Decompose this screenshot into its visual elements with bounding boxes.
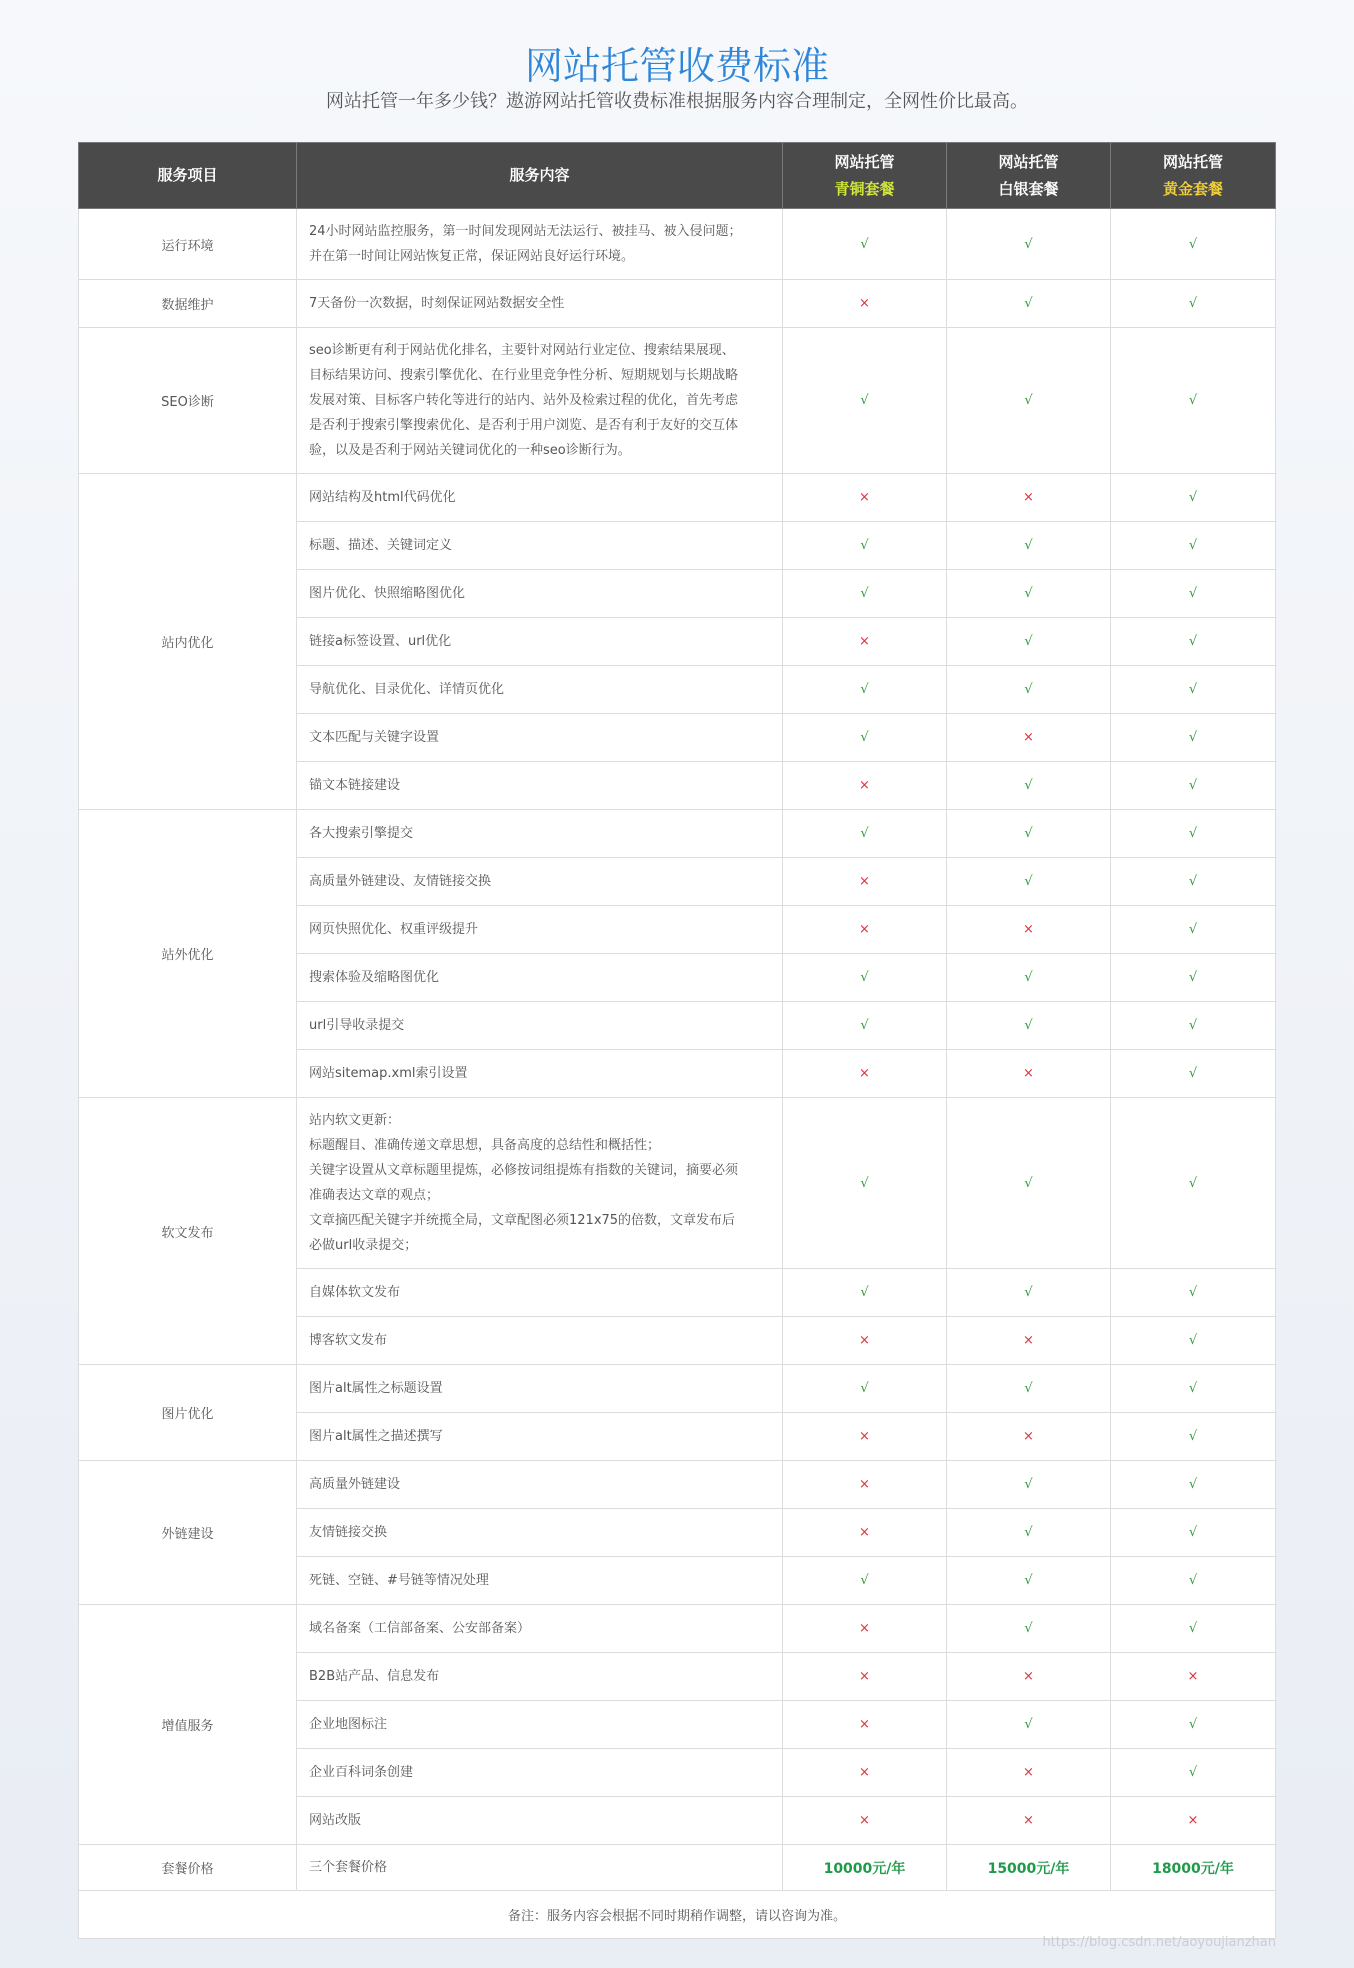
category-cell: 增值服务 — [79, 1605, 297, 1845]
cross-icon: × — [783, 280, 947, 328]
service-content-line: 7天备份一次数据，时刻保证网站数据安全性 — [309, 296, 565, 311]
service-content-line: 导航优化、目录优化、详情页优化 — [309, 682, 505, 697]
cross-icon: × — [783, 1461, 947, 1509]
service-content-line: 企业地图标注 — [309, 1717, 388, 1732]
table-row — [79, 474, 1276, 522]
service-content-line: 高质量外链建设、友情链接交换 — [309, 874, 492, 889]
cross-icon: × — [947, 1653, 1111, 1701]
check-icon: √ — [1111, 1509, 1276, 1557]
check-icon: √ — [947, 1557, 1111, 1605]
check-icon: √ — [783, 1365, 947, 1413]
check-icon: √ — [947, 522, 1111, 570]
table-row — [79, 810, 1276, 858]
price-content: 三个套餐价格 — [297, 1845, 783, 1891]
check-icon: √ — [947, 858, 1111, 906]
header-content: 服务内容 — [297, 143, 783, 209]
cross-icon: × — [947, 906, 1111, 954]
service-content-cell — [297, 714, 783, 762]
cross-icon: × — [783, 474, 947, 522]
service-content-cell — [297, 1605, 783, 1653]
check-icon: √ — [1111, 1002, 1276, 1050]
service-content-cell — [297, 1557, 783, 1605]
service-content-line: 目标结果访问、搜索引擎优化、在行业里竞争性分析、短期规划与长期战略 — [309, 368, 739, 383]
check-icon: √ — [947, 570, 1111, 618]
check-icon: √ — [1111, 858, 1276, 906]
service-content-line: B2B站产品、信息发布 — [309, 1669, 440, 1684]
service-content-cell — [297, 1002, 783, 1050]
cross-icon: × — [783, 1797, 947, 1845]
service-content-line: 网站结构及html代码优化 — [309, 490, 456, 505]
check-icon: √ — [1111, 328, 1276, 474]
check-icon: √ — [1111, 1098, 1276, 1269]
price-category: 套餐价格 — [79, 1845, 297, 1891]
check-icon: √ — [947, 1605, 1111, 1653]
price-gold: 18000元/年 — [1111, 1845, 1276, 1891]
service-content-line: 图片alt属性之标题设置 — [309, 1381, 443, 1396]
header-plan-gold — [1111, 143, 1276, 209]
watermark: https://blog.csdn.net/aoyoujianzhan — [1042, 1935, 1276, 1950]
check-icon: √ — [1111, 1557, 1276, 1605]
cross-icon: × — [783, 1653, 947, 1701]
category-cell: 运行环境 — [79, 209, 297, 280]
category-cell: SEO诊断 — [79, 328, 297, 474]
header-plan-silver — [947, 143, 1111, 209]
check-icon: √ — [1111, 280, 1276, 328]
check-icon: √ — [1111, 1317, 1276, 1365]
table-row — [79, 1098, 1276, 1269]
service-content-line: 文本匹配与关键字设置 — [309, 730, 440, 745]
check-icon: √ — [1111, 666, 1276, 714]
check-icon: √ — [947, 1002, 1111, 1050]
check-icon: √ — [947, 762, 1111, 810]
check-icon: √ — [947, 666, 1111, 714]
service-content-line: 文章摘匹配关键字并统揽全局，文章配图必须121x75的倍数，文章发布后 — [309, 1213, 736, 1228]
plan-bronze-tier: 青铜套餐 — [834, 179, 895, 198]
service-content-cell — [297, 762, 783, 810]
check-icon: √ — [783, 714, 947, 762]
service-content-line: 搜索体验及缩略图优化 — [309, 970, 440, 985]
check-icon: √ — [947, 1701, 1111, 1749]
check-icon: √ — [947, 810, 1111, 858]
service-content-line: 自媒体软文发布 — [309, 1285, 401, 1300]
check-icon: √ — [947, 1269, 1111, 1317]
table-row — [79, 1605, 1276, 1653]
service-content-line: 图片alt属性之描述撰写 — [309, 1429, 443, 1444]
service-content-line: 必做url收录提交； — [309, 1238, 418, 1253]
check-icon: √ — [783, 954, 947, 1002]
plan-gold-tier: 黄金套餐 — [1162, 179, 1223, 198]
page-subtitle: 网站托管一年多少钱？遨游网站托管收费标准根据服务内容合理制定，全网性价比最高。 — [326, 91, 1028, 112]
price-row — [79, 1845, 1276, 1891]
cross-icon: × — [783, 618, 947, 666]
service-content-cell — [297, 1797, 783, 1845]
service-content-line: 各大搜索引擎提交 — [309, 826, 414, 841]
check-icon: √ — [1111, 1050, 1276, 1098]
service-content-cell — [297, 1461, 783, 1509]
service-content-line: 死链、空链、#号链等情况处理 — [309, 1573, 489, 1588]
service-content-cell — [297, 906, 783, 954]
check-icon: √ — [1111, 474, 1276, 522]
check-icon: √ — [947, 1509, 1111, 1557]
service-content-line: seo诊断更有利于网站优化排名，主要针对网站行业定位、搜索结果展现、 — [309, 343, 735, 358]
check-icon: √ — [783, 810, 947, 858]
check-icon: √ — [1111, 570, 1276, 618]
cross-icon: × — [1111, 1797, 1276, 1845]
check-icon: √ — [1111, 1413, 1276, 1461]
service-content-line: 企业百科词条创建 — [309, 1765, 414, 1780]
check-icon: √ — [1111, 1365, 1276, 1413]
category-cell: 数据维护 — [79, 280, 297, 328]
cross-icon: × — [783, 1701, 947, 1749]
check-icon: √ — [783, 328, 947, 474]
pricing-table — [78, 142, 1276, 1939]
check-icon: √ — [947, 618, 1111, 666]
check-icon: √ — [1111, 1701, 1276, 1749]
service-content-cell — [297, 474, 783, 522]
cross-icon: × — [947, 1050, 1111, 1098]
cross-icon: × — [1111, 1653, 1276, 1701]
check-icon: √ — [1111, 1605, 1276, 1653]
plan-silver-tier: 白银套餐 — [998, 179, 1059, 198]
plan-bronze-name: 网站托管 — [834, 152, 895, 171]
check-icon: √ — [947, 209, 1111, 280]
check-icon: √ — [947, 280, 1111, 328]
check-icon: √ — [783, 570, 947, 618]
service-content-line: url引导收录提交 — [309, 1018, 405, 1033]
service-content-line: 站内软文更新： — [309, 1113, 401, 1128]
table-row — [79, 280, 1276, 328]
service-content-line: 标题、描述、关键词定义 — [309, 538, 453, 553]
price-silver: 15000元/年 — [947, 1845, 1111, 1891]
service-content-cell — [297, 810, 783, 858]
service-content-cell — [297, 666, 783, 714]
check-icon: √ — [1111, 618, 1276, 666]
service-content-cell — [297, 954, 783, 1002]
check-icon: √ — [783, 1269, 947, 1317]
check-icon: √ — [783, 1557, 947, 1605]
plan-silver-name: 网站托管 — [998, 152, 1059, 171]
cross-icon: × — [783, 1749, 947, 1797]
service-content-line: 网站改版 — [309, 1813, 362, 1828]
service-content-cell — [297, 328, 783, 474]
cross-icon: × — [947, 1317, 1111, 1365]
service-content-cell — [297, 209, 783, 280]
service-content-cell — [297, 1365, 783, 1413]
check-icon: √ — [947, 1098, 1111, 1269]
header-plan-bronze — [783, 143, 947, 209]
service-content-line: 24小时网站监控服务，第一时间发现网站无法运行、被挂马、被入侵问题； — [309, 224, 742, 239]
check-icon: √ — [947, 1461, 1111, 1509]
price-bronze: 10000元/年 — [783, 1845, 947, 1891]
service-content-cell — [297, 1701, 783, 1749]
service-content-line: 标题醒目、准确传递文章思想，具备高度的总结性和概括性； — [309, 1138, 661, 1153]
service-content-line: 验，以及是否利于网站关键词优化的一种seo诊断行为。 — [309, 443, 631, 458]
cross-icon: × — [947, 1797, 1111, 1845]
plan-gold-name: 网站托管 — [1162, 152, 1223, 171]
service-content-cell — [297, 280, 783, 328]
check-icon: √ — [1111, 810, 1276, 858]
service-content-line: 友情链接交换 — [309, 1525, 388, 1540]
cross-icon: × — [783, 1509, 947, 1557]
cross-icon: × — [947, 1413, 1111, 1461]
service-content-cell — [297, 522, 783, 570]
service-content-cell — [297, 1269, 783, 1317]
service-content-line: 高质量外链建设 — [309, 1477, 401, 1492]
check-icon: √ — [1111, 522, 1276, 570]
check-icon: √ — [1111, 1461, 1276, 1509]
service-content-line: 图片优化、快照缩略图优化 — [309, 586, 466, 601]
table-row — [79, 209, 1276, 280]
service-content-line: 准确表达文章的观点； — [309, 1188, 440, 1203]
table-row — [79, 328, 1276, 474]
service-content-cell — [297, 570, 783, 618]
service-content-cell — [297, 1050, 783, 1098]
service-content-line: 关键字设置从文章标题里提炼，必修按词组提炼有指数的关键词，摘要必须 — [309, 1163, 739, 1178]
cross-icon: × — [783, 1317, 947, 1365]
service-content-line: 域名备案（工信部备案、公安部备案） — [309, 1621, 531, 1636]
cross-icon: × — [947, 1749, 1111, 1797]
table-body — [79, 209, 1276, 1845]
check-icon: √ — [1111, 954, 1276, 1002]
service-content-line: 并在第一时间让网站恢复正常，保证网站良好运行环境。 — [309, 249, 635, 264]
service-content-cell — [297, 1413, 783, 1461]
check-icon: √ — [783, 1002, 947, 1050]
check-icon: √ — [1111, 1749, 1276, 1797]
check-icon: √ — [783, 666, 947, 714]
category-cell: 软文发布 — [79, 1098, 297, 1365]
service-content-cell — [297, 1098, 783, 1269]
cross-icon: × — [783, 1605, 947, 1653]
table-row — [79, 1365, 1276, 1413]
page-title: 网站托管收费标准 — [524, 44, 829, 88]
check-icon: √ — [783, 522, 947, 570]
category-cell: 图片优化 — [79, 1365, 297, 1461]
category-cell: 站外优化 — [79, 810, 297, 1098]
cross-icon: × — [783, 762, 947, 810]
check-icon: √ — [947, 328, 1111, 474]
service-content-line: 网站sitemap.xml索引设置 — [309, 1066, 468, 1081]
service-content-line: 是否利于搜索引擎搜索优化、是否利于用户浏览、是否有利于友好的交互体 — [309, 418, 739, 433]
service-content-line: 发展对策、目标客户转化等进行的站内、站外及检索过程的优化，首先考虑 — [309, 393, 739, 408]
service-content-line: 博客软文发布 — [309, 1333, 388, 1348]
table-header-row — [79, 143, 1276, 209]
service-content-cell — [297, 1509, 783, 1557]
cross-icon: × — [783, 906, 947, 954]
check-icon: √ — [783, 1098, 947, 1269]
check-icon: √ — [783, 209, 947, 280]
category-cell: 站内优化 — [79, 474, 297, 810]
note-row — [79, 1891, 1276, 1939]
service-content-cell — [297, 858, 783, 906]
check-icon: √ — [947, 1365, 1111, 1413]
table-row — [79, 1461, 1276, 1509]
cross-icon: × — [947, 714, 1111, 762]
service-content-cell — [297, 1317, 783, 1365]
service-content-line: 网页快照优化、权重评级提升 — [309, 922, 479, 937]
service-content-cell — [297, 1749, 783, 1797]
check-icon: √ — [947, 954, 1111, 1002]
check-icon: √ — [1111, 714, 1276, 762]
cross-icon: × — [783, 858, 947, 906]
service-content-line: 锚文本链接建设 — [309, 778, 401, 793]
cross-icon: × — [783, 1050, 947, 1098]
service-content-cell — [297, 618, 783, 666]
cross-icon: × — [783, 1413, 947, 1461]
note-text: 备注：服务内容会根据不同时期稍作调整，请以咨询为准。 — [79, 1891, 1276, 1939]
service-content-cell — [297, 1653, 783, 1701]
service-content-line: 链接a标签设置、url优化 — [309, 634, 452, 649]
check-icon: √ — [1111, 209, 1276, 280]
header-category: 服务项目 — [79, 143, 297, 209]
cross-icon: × — [947, 474, 1111, 522]
check-icon: √ — [1111, 906, 1276, 954]
check-icon: √ — [1111, 1269, 1276, 1317]
check-icon: √ — [1111, 762, 1276, 810]
category-cell: 外链建设 — [79, 1461, 297, 1605]
